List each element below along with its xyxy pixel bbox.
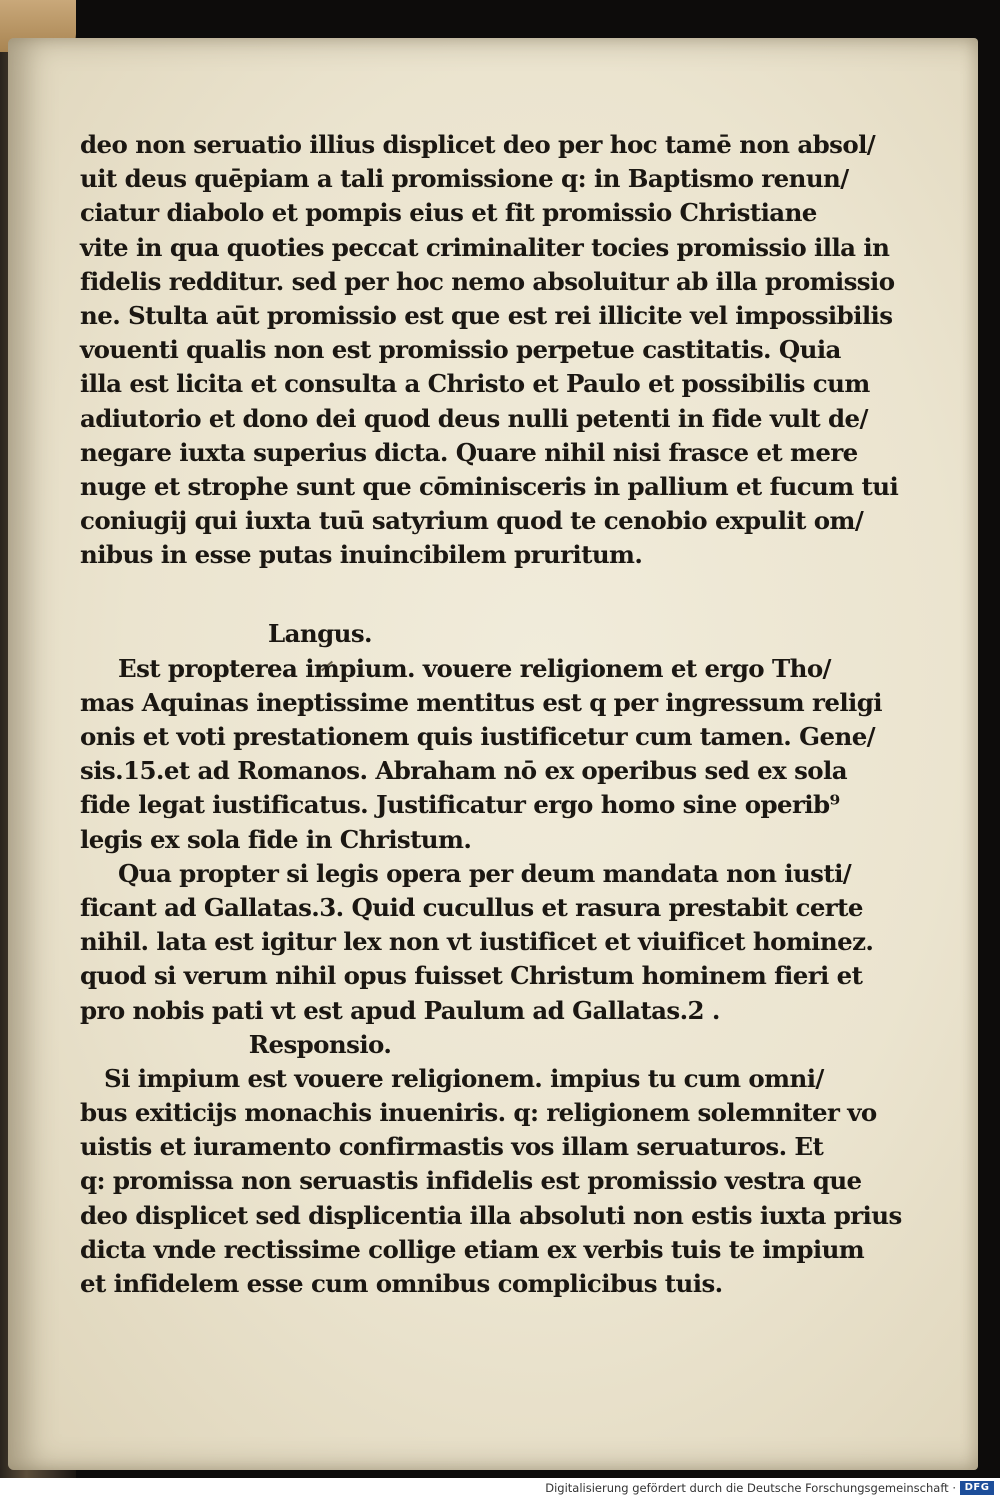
paragraph-3 bbox=[80, 857, 874, 1028]
text-line: adiutorio et dono dei quod deus nulli petenti in fide vult de/ bbox=[80, 403, 868, 433]
paragraph-gap bbox=[80, 572, 810, 617]
text-line: nuge et strophe sunt que cōminisceris in pallium et fucum tui bbox=[80, 471, 899, 501]
text-line: uistis et iuramento confirmastis vos illam seruaturos. Et bbox=[80, 1132, 824, 1162]
text-line: Est propterea impium. vouere religionem et ergo Tho/ bbox=[118, 653, 831, 683]
section-heading: Langus. bbox=[268, 619, 372, 649]
text-line: ciatur diabolo et pompis eius et fit promissio Christiane bbox=[80, 198, 817, 228]
text-line: illa est licita et consulta a Christo et Paulo et possibilis cum bbox=[80, 369, 870, 399]
text-line: Si impium est vouere religionem. impius tu cum omni/ bbox=[104, 1063, 824, 1093]
text-line: q: promissa non seruastis infidelis est promissio vestra que bbox=[80, 1166, 862, 1196]
paragraph-4 bbox=[80, 1062, 902, 1301]
page-text bbox=[80, 128, 902, 1301]
text-line: uit deus quēpiam a tali promissione q: in Baptismo renun/ bbox=[80, 164, 849, 194]
text-line: fidelis redditur. sed per hoc nemo absoluitur ab illa promissio bbox=[80, 266, 895, 296]
section-heading: Responsio. bbox=[248, 1029, 392, 1059]
text-line: quod si verum nihil opus fuisset Christum hominem fieri et bbox=[80, 961, 863, 991]
text-line: deo non seruatio illius displicet deo per hoc tamē non absol/ bbox=[80, 130, 876, 159]
text-line: nibus in esse putas inuincibilem pruritum. bbox=[80, 540, 643, 570]
text-line: mas Aquinas ineptissime mentitus est q per ingressum religi bbox=[80, 687, 882, 717]
text-line: deo displicet sed displicentia illa absoluti non estis iuxta prius bbox=[80, 1200, 902, 1230]
text-line: sis.15.et ad Romanos. Abraham nō ex operibus sed ex sola bbox=[80, 756, 848, 786]
text-line: Qua propter si legis opera per deum mandata non iusti/ bbox=[118, 858, 852, 888]
text-line: onis et voti prestationem quis iustificetur cum tamen. Gene/ bbox=[80, 722, 876, 751]
text-line: et infidelem esse cum omnibus complicibus tuis. bbox=[80, 1269, 723, 1298]
text-line: vouenti qualis non est promissio perpetue castitatis. Quia bbox=[80, 335, 841, 365]
dfg-logo[interactable]: DFG bbox=[960, 1481, 994, 1495]
text-line: vite in qua quoties peccat criminaliter tocies promissio illa in bbox=[80, 232, 890, 262]
text-line: fide legat iustificatus. Justificatur ergo homo sine operib⁹ bbox=[80, 790, 840, 820]
paragraph-2 bbox=[80, 652, 882, 857]
text-line: ficant ad Gallatas.3. Quid cucullus et rasura prestabit certe bbox=[80, 892, 863, 922]
text-line: pro nobis pati vt est apud Paulum ad Gallatas.2 . bbox=[80, 995, 720, 1025]
text-line: nihil. lata est igitur lex non vt iustificet et viuificet hominez. bbox=[80, 927, 874, 957]
text-line: negare iuxta superius dicta. Quare nihil nisi frasce et mere bbox=[80, 437, 858, 467]
footer-bar bbox=[0, 1478, 1000, 1498]
paragraph-1 bbox=[80, 128, 899, 572]
text-line: dicta vnde rectissime collige etiam ex verbis tuis te impium bbox=[80, 1234, 865, 1264]
text-line: bus exiticijs monachis inueniris. q: religionem solemniter vo bbox=[80, 1098, 877, 1128]
text-line: legis ex sola fide in Christum. bbox=[80, 824, 472, 854]
text-line: ne. Stulta aūt promissio est que est rei illicite vel impossibilis bbox=[80, 300, 893, 330]
funding-credit: Digitalisierung gefördert durch die Deutsche Forschungsgemeinschaft · bbox=[545, 1481, 956, 1495]
text-line: coniugij qui iuxta tuū satyrium quod te cenobio expulit om/ bbox=[80, 506, 864, 536]
